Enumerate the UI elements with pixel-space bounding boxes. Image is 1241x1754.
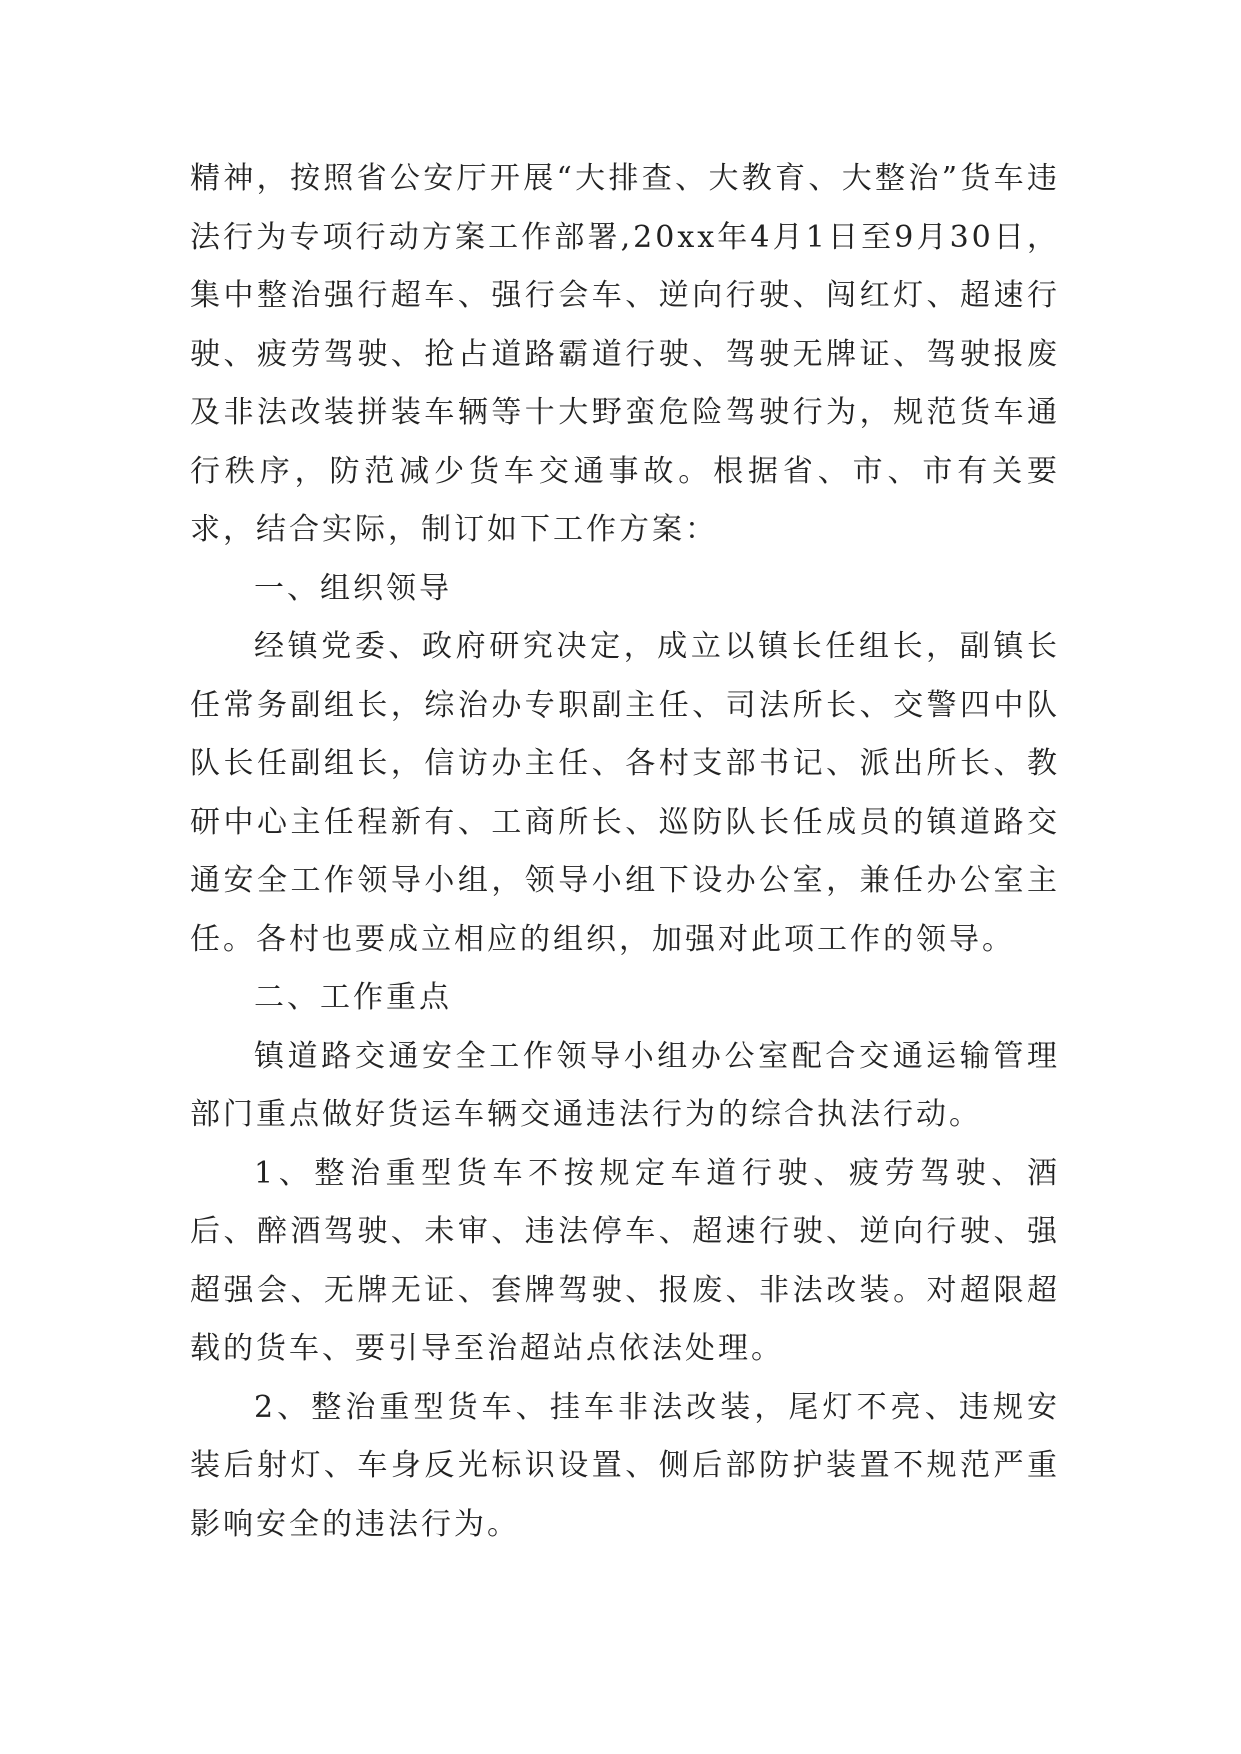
paragraph-organization: 经镇党委、政府研究决定，成立以镇长任组长，副镇长任常务副组长，综治办专职副主任、司法所长、交警四中队队长任副组长，信访办主任、各村支部书记、派出所长、教研中心主任程新有、工商所长、巡防队长任成员的镇道路交通安全工作领导小组，领导小组下设办公室，兼任办公室主任。各村也要成立相应的组织，加强对此项工作的领导。 bbox=[190, 629, 1060, 957]
paragraph-item-2: 2、整治重型货车、挂车非法改装，尾灯不亮、违规安装后射灯、车身反光标识设置、侧后部防护装置不规范严重影响安全的违法行为。 bbox=[190, 1389, 1060, 1542]
paragraph-key-work: 镇道路交通安全工作领导小组办公室配合交通运输管理部门重点做好货运车辆交通违法行为的综合执法行动。 bbox=[190, 1038, 1060, 1132]
paragraph-intro: 精神，按照省公安厅开展“大排查、大教育、大整治”货车违法行为专项行动方案工作部署,20xx年4月1日至9月30日，集中整治强行超车、强行会车、逆向行驶、闯红灯、超速行驶、疲劳驾驶、抢占道路霸道行驶、驾驶无牌证、驾驶报废及非法改装拼装车辆等十大野蛮危险驾驶行为，规范货车通行秩序，防范减少货车交通事故。根据省、市、市有关要求，结合实际，制订如下工作方案： bbox=[190, 161, 1060, 547]
document-body bbox=[190, 150, 1060, 1554]
paragraph-item-1: 1、整治重型货车不按规定车道行驶、疲劳驾驶、酒后、醉酒驾驶、未审、违法停车、超速行驶、逆向行驶、强超强会、无牌无证、套牌驾驶、报废、非法改装。对超限超载的货车、要引导至治超站点依法处理。 bbox=[190, 1155, 1060, 1366]
section-heading-key-work: 二、工作重点 bbox=[254, 980, 452, 1015]
section-heading-organization: 一、组织领导 bbox=[254, 570, 452, 606]
